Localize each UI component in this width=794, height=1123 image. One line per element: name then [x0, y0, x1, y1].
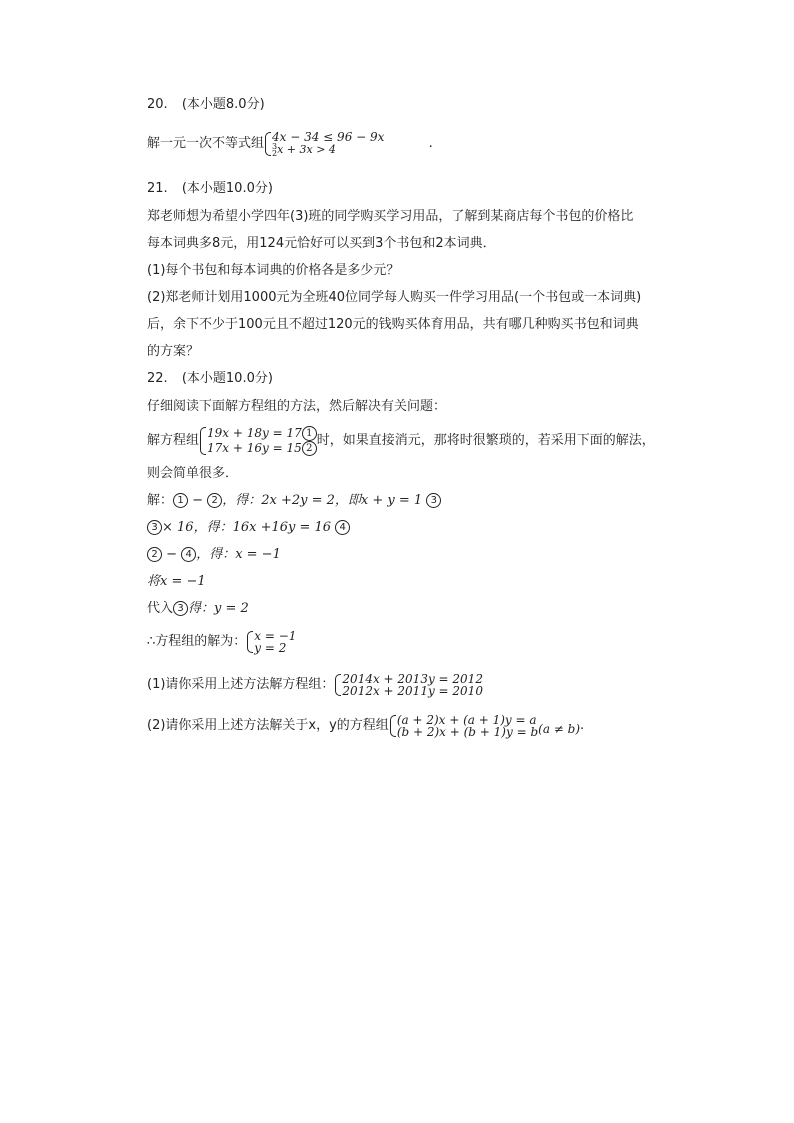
q22-step1: [147, 492, 441, 510]
q22-step1-circle-1: 1: [173, 493, 188, 508]
q20-suffix: .: [428, 136, 433, 151]
q22-p2-suffix: .: [580, 718, 585, 733]
q22-sys-row1: [207, 426, 317, 441]
q22-step5-circle-3: 3: [173, 601, 188, 616]
q22-step1-circle-2: 2: [207, 493, 222, 508]
q20-row1: 4x − 34 ≤ 96 − 9x: [272, 129, 385, 144]
q22-sys-suffix: 时，如果直接消元，那将时很繁琐的，若采用下面的解法，: [316, 433, 655, 448]
q22-step4: 将x = −1: [147, 574, 206, 589]
q20-inequality-system: [264, 131, 384, 157]
q22-step3-text: ，得：x = −1: [196, 547, 281, 562]
q22-part1: [147, 667, 483, 703]
q22-number: 22.: [147, 371, 168, 386]
q22-equation-system: [199, 426, 317, 456]
q22-step2-text: × 16，得：16x +16y = 16: [162, 520, 332, 535]
q22-p1-system: [334, 673, 483, 697]
q21-line-6: 的方案？: [147, 344, 200, 359]
q20-frac-num: 3: [272, 141, 278, 151]
q22-sol-row2: y = 2: [254, 640, 287, 655]
q22-step3-circle-4: 4: [181, 547, 196, 562]
q20-frac-den: 2: [272, 148, 278, 158]
q22-solution-system: [246, 630, 296, 654]
q22-p2-condition: (a ≠ b): [538, 722, 581, 736]
q22-step3-circle-2: 2: [147, 547, 162, 562]
q20-problem: [147, 124, 433, 164]
q22-step1-op: −: [192, 493, 204, 508]
q22-system-line: [147, 422, 655, 460]
q22-sys-row1-text: 19x + 18y = 17: [207, 425, 302, 440]
q22-sys-row2-text: 17x + 16y = 15: [207, 440, 302, 455]
q21-line-3: (1)每个书包和每本词典的价格各是多少元？: [147, 263, 400, 278]
q21-header: [147, 180, 273, 198]
q22-circle-1: 1: [302, 426, 317, 441]
q22-solution: [147, 624, 296, 660]
q20-header: [147, 96, 265, 114]
q22-step1-label: 解：: [147, 493, 174, 508]
q20-number: 20.: [147, 97, 168, 112]
q22-sys-prefix: 解方程组: [147, 433, 200, 448]
q22-intro: 仔细阅读下面解方程组的方法，然后解决有关问题：: [147, 399, 447, 414]
q22-step2: [147, 519, 350, 537]
q22-step1-circle-3: 3: [426, 493, 441, 508]
q22-step2-circle-4: 4: [335, 520, 350, 535]
q20-row2-text: x + 3x > 4: [277, 142, 336, 156]
q22-p2-row1: (a + 2)x + (a + 1)y = a: [396, 712, 537, 727]
q21-number: 21.: [147, 181, 168, 196]
q22-p1-row2: 2012x + 2011y = 2010: [342, 683, 483, 698]
q22-step5-label: 代入: [147, 601, 174, 616]
q22-circle-2: 2: [302, 441, 317, 456]
q22-p1-prefix: (1)请你采用上述方法解方程组：: [147, 677, 335, 692]
q21-line-4: (2)郑老师计划用1000元为全班40位同学每人购买一件学习用品(一个书包或一本词典): [147, 290, 642, 305]
q21-meta: (本小题10.0分): [181, 181, 273, 196]
q22-sol-row1: x = −1: [254, 628, 297, 643]
q22-sys-row2: [207, 441, 317, 456]
q22-step3: [147, 546, 281, 564]
q22-meta: (本小题10.0分): [181, 371, 273, 386]
q22-p2-row2: (b + 2)x + (b + 1)y = b: [396, 724, 539, 739]
q21-line-1: 郑老师想为希望小学四年(3)班的同学购买学习用品，了解到某商店每个书包的价格比: [147, 209, 634, 224]
q22-step1-text: ，得：2x +2y = 2，即x + y = 1: [222, 493, 423, 508]
q21-line-2: 每本词典多8元，用124元恰好可以买到3个书包和2本词典．: [147, 236, 496, 251]
q21-line-5: 后，余下不少于100元且不超过120元的钱购买体育用品，共有哪几种购买书包和词典: [147, 317, 639, 332]
q20-prefix: 解一元一次不等式组: [147, 136, 265, 151]
q22-step3-op: −: [166, 547, 178, 562]
q22-step5-text: 得：y = 2: [188, 601, 249, 616]
q22-sys-cont: 则会简单很多．: [147, 466, 239, 481]
q22-p1-row1: 2014x + 2013y = 2012: [342, 671, 483, 686]
q22-p2-system: [389, 714, 538, 738]
q20-meta: (本小题8.0分): [181, 97, 265, 112]
q22-step2-circle-3: 3: [147, 520, 162, 535]
q22-p2-prefix: (2)请你采用上述方法解关于x，y的方程组: [147, 718, 389, 733]
q22-sol-prefix: ∴方程组的解为：: [147, 634, 247, 649]
q22-step5: [147, 600, 249, 618]
q20-row2: [272, 143, 384, 157]
q22-part2: [147, 707, 584, 744]
q22-header: [147, 370, 273, 388]
